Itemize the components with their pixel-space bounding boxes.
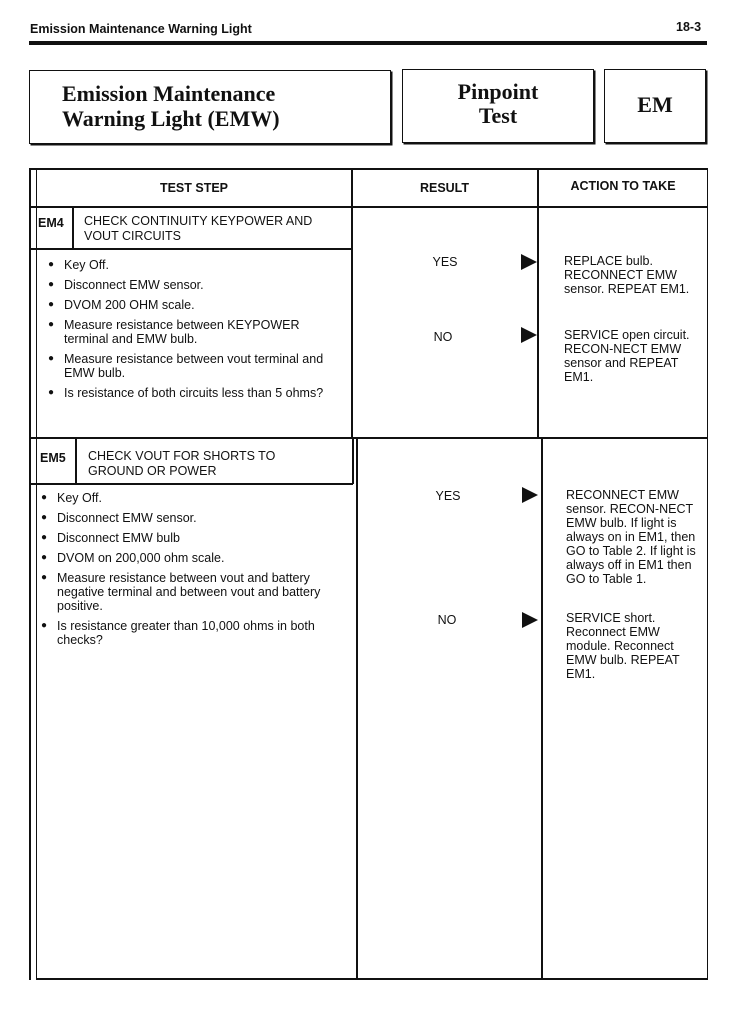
list-item: ● Measure resistance between KEYPOWER terminal and EMW bulb. <box>48 318 342 346</box>
em5-id-divider <box>75 438 77 484</box>
column-header-test-step: TEST STEP <box>159 181 229 195</box>
step-title-em4-line1: CHECK CONTINUITY KEYPOWER AND <box>84 214 313 228</box>
arrow-right-icon <box>522 612 538 628</box>
code-box <box>604 69 706 143</box>
column-header-action: ACTION TO TAKE <box>570 179 676 193</box>
page-number: 18-3 <box>676 20 702 34</box>
em4-procedure-list <box>48 258 342 406</box>
pinpoint-test-box <box>402 69 594 143</box>
em5-result-yes: YES <box>435 489 461 503</box>
list-item: ● Is resistance greater than 10,000 ohms in both checks? <box>41 619 341 647</box>
em5-title-box-bottom <box>29 483 353 485</box>
list-item: ● Measure resistance between vout and battery negative terminal and between vout and battery positive. <box>41 571 341 613</box>
step-title-em5 <box>88 449 275 479</box>
em4-result-no: NO <box>433 330 453 344</box>
em4-id-divider <box>72 206 74 249</box>
table-bottom-edge <box>36 978 708 980</box>
em5-action-yes: RECONNECT EMW sensor. RECON-NECT EMW bulb. If light is always on in EM1, then GO to Table 2. If light is always off in EM1 then GO to Table 1. <box>566 488 696 586</box>
section-title: Emission Maintenance Warning Light <box>30 22 252 36</box>
step-title-em4 <box>84 214 312 244</box>
header-rule <box>29 41 707 45</box>
em4-action-no: SERVICE open circuit. RECON-NECT EMW sensor and REPEAT EM1. <box>564 328 690 384</box>
main-title-line2: Warning Light (EMW) <box>62 106 280 131</box>
arrow-right-icon <box>521 254 537 270</box>
step-title-em4-line2: VOUT CIRCUITS <box>84 229 181 243</box>
step-id-em5: EM5 <box>40 451 66 465</box>
step-id-em4: EM4 <box>38 216 64 230</box>
list-item: ● Key Off. <box>41 491 341 505</box>
em5-action-no: SERVICE short. Reconnect EMW module. Reconnect EMW bulb. REPEAT EM1. <box>566 611 680 681</box>
code-label: EM <box>637 92 673 117</box>
list-item: ● Disconnect EMW sensor. <box>48 278 342 292</box>
step-title-em5-line2: GROUND OR POWER <box>88 464 217 478</box>
list-item: ● Disconnect EMW sensor. <box>41 511 341 525</box>
list-item: ● DVOM 200 OHM scale. <box>48 298 342 312</box>
em4-action-yes: REPLACE bulb. RECONNECT EMW sensor. REPEAT EM1. <box>564 254 690 296</box>
col-divider-2b <box>541 438 543 979</box>
col-divider-2 <box>537 168 539 438</box>
em4-title-box-bottom <box>29 248 352 250</box>
list-item: ● Is resistance of both circuits less than 5 ohms? <box>48 386 342 400</box>
col-divider-1 <box>351 168 353 438</box>
column-header-result: RESULT <box>419 181 470 195</box>
table-top-edge <box>29 168 708 170</box>
em5-result-no: NO <box>437 613 457 627</box>
step-divider <box>29 437 708 439</box>
list-item: ● Disconnect EMW bulb <box>41 531 341 545</box>
em5-procedure-list <box>41 491 341 653</box>
header-row-divider <box>29 206 708 208</box>
main-title <box>62 81 280 131</box>
main-title-box <box>29 70 391 144</box>
table-left-edge <box>29 168 31 980</box>
em5-title-box-right <box>352 438 354 484</box>
em4-result-yes: YES <box>432 255 458 269</box>
list-item: ● DVOM on 200,000 ohm scale. <box>41 551 341 565</box>
arrow-right-icon <box>522 487 538 503</box>
main-title-line1: Emission Maintenance <box>62 81 276 106</box>
pinpoint-test-label: Pinpoint Test <box>457 79 539 128</box>
list-item: ● Key Off. <box>48 258 342 272</box>
col-divider-1b <box>356 438 358 979</box>
list-item: ● Measure resistance between vout terminal and EMW bulb. <box>48 352 342 380</box>
arrow-right-icon <box>521 327 537 343</box>
step-title-em5-line1: CHECK VOUT FOR SHORTS TO <box>88 449 276 463</box>
